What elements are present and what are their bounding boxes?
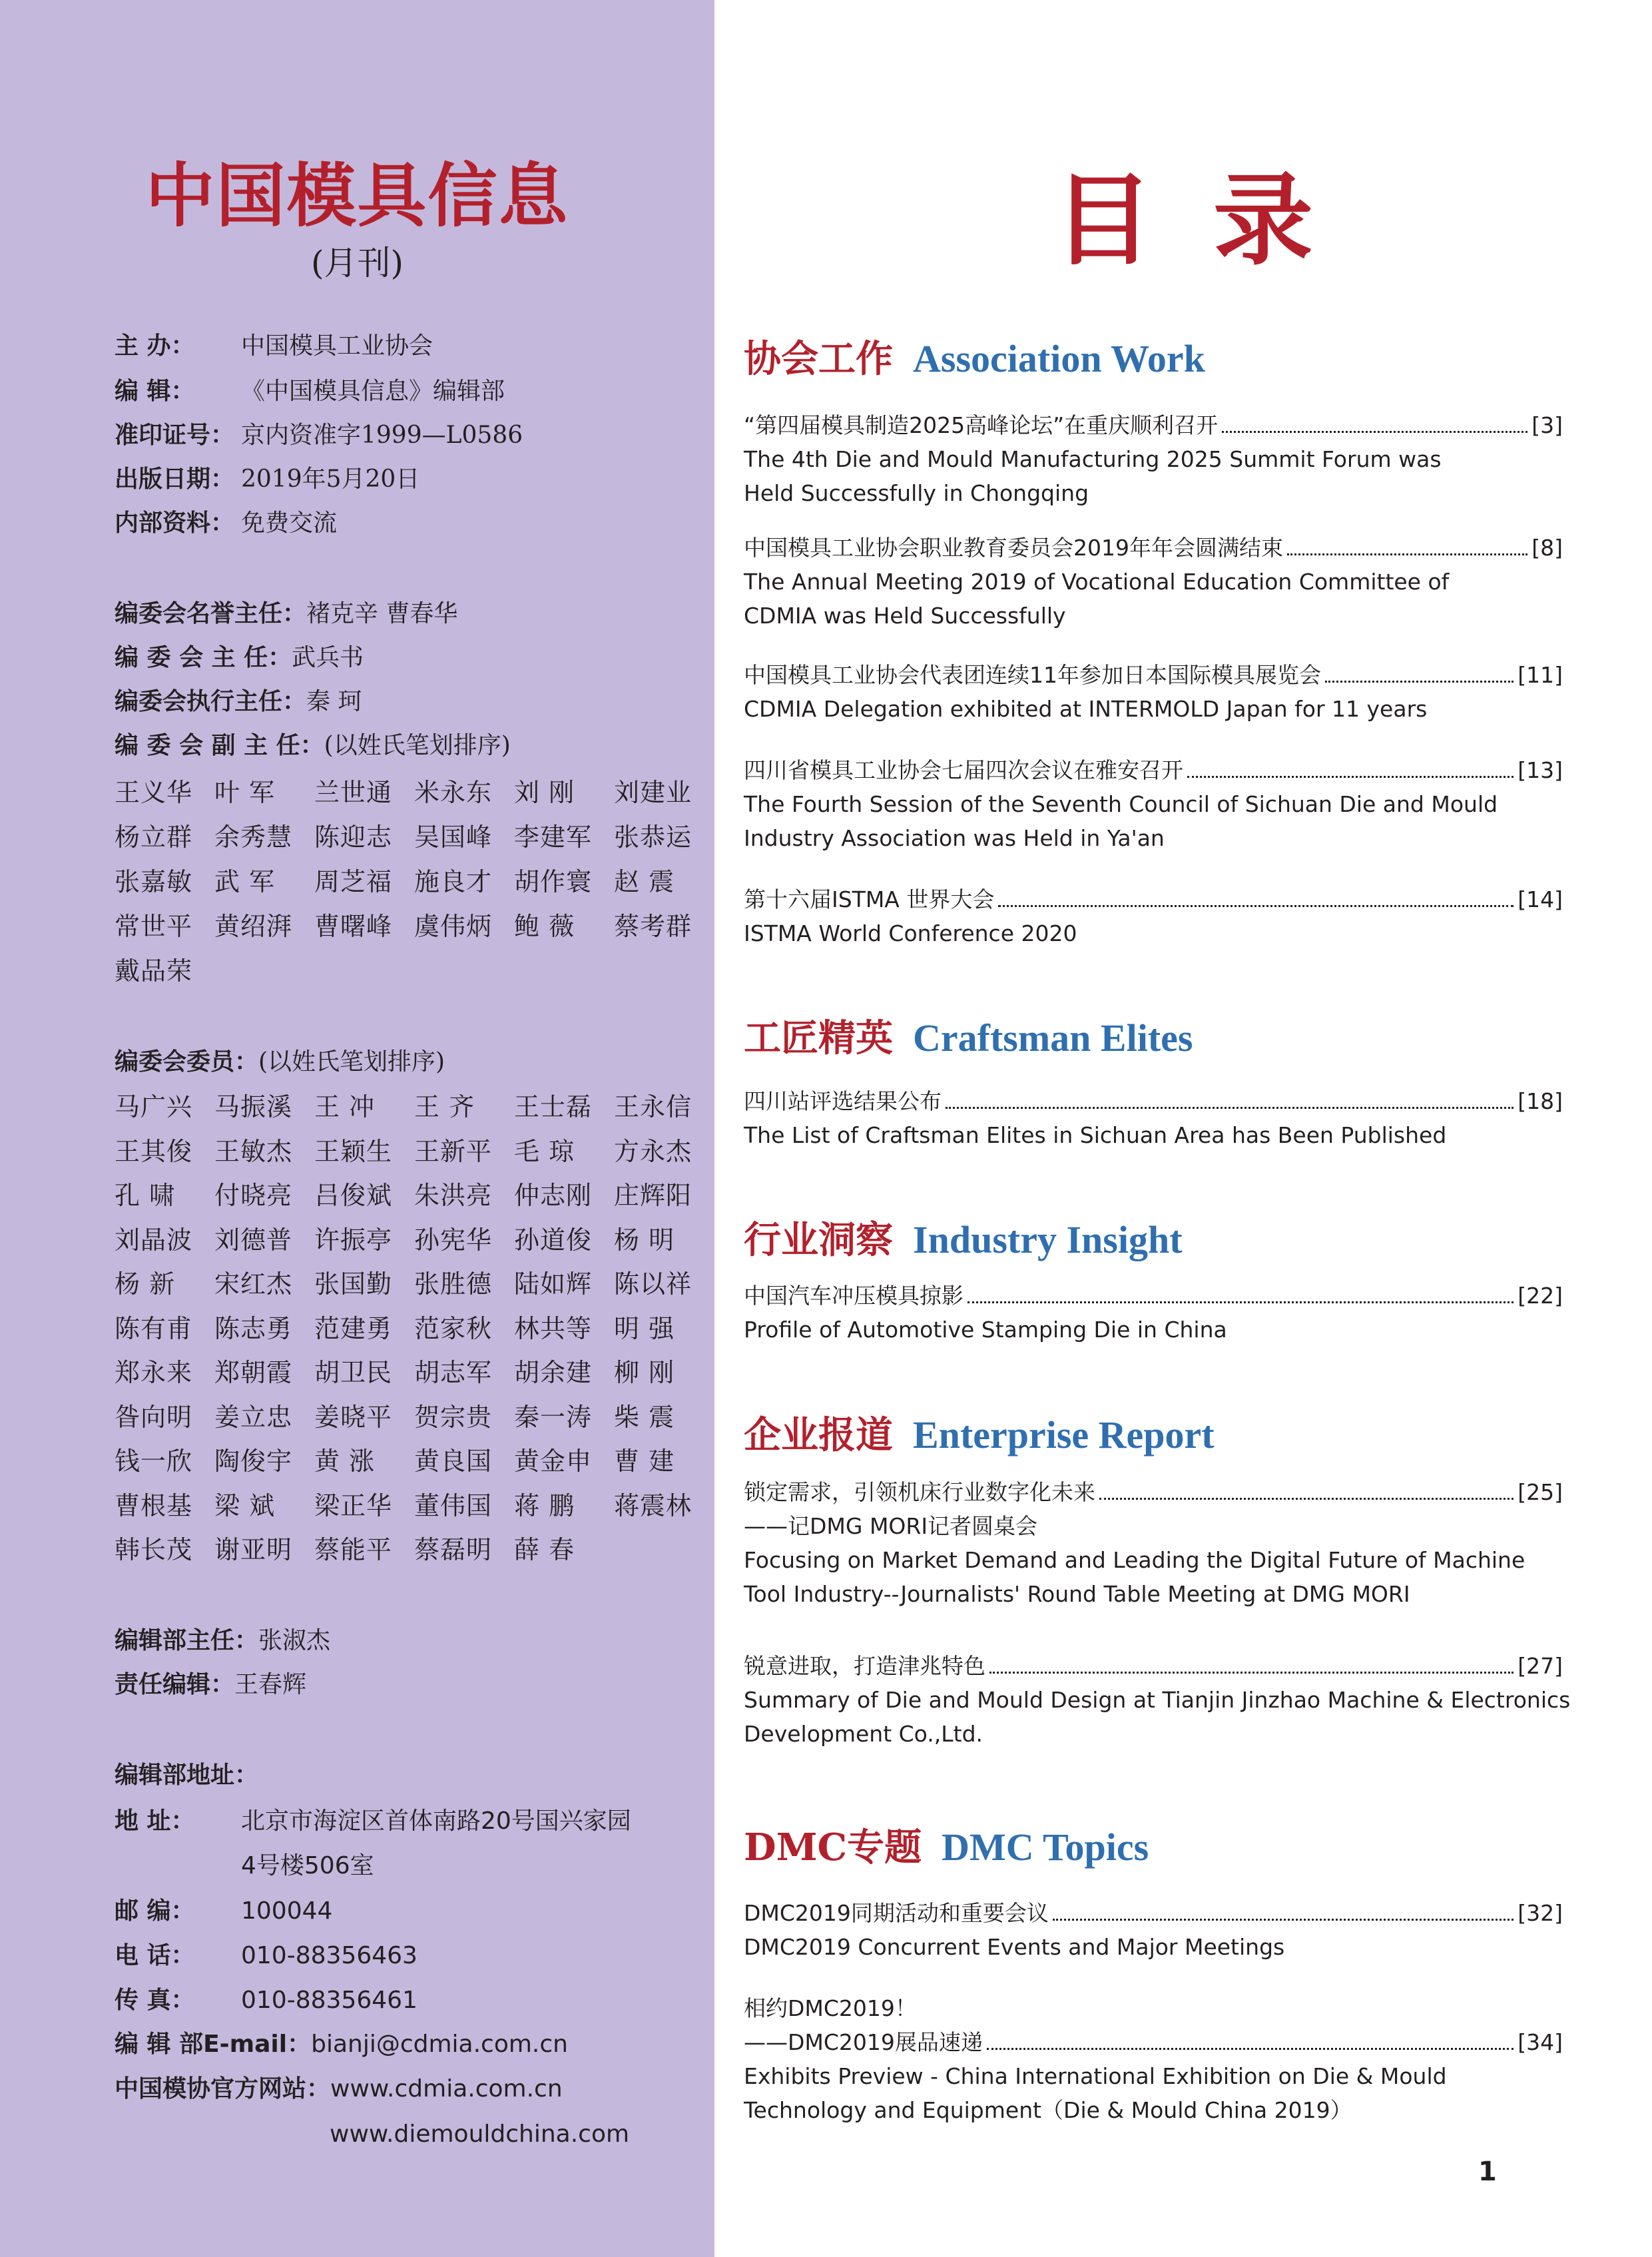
toc-entry-title: DMC2019同期活动和重要会议 bbox=[744, 1900, 1049, 1926]
member-name: 蒋 鹏 bbox=[514, 1490, 575, 1520]
address-heading: 编辑部地址： bbox=[115, 1762, 259, 1789]
info-row-date: 出版日期： 2019年5月20日 bbox=[115, 466, 420, 493]
member-name: 贺宗贵 bbox=[414, 1402, 493, 1432]
member-name: 王敏杰 bbox=[214, 1136, 293, 1166]
member-name: 王 齐 bbox=[414, 1092, 475, 1122]
section-title-en: Craftsman Elites bbox=[913, 1016, 1193, 1060]
member-name: 王士磊 bbox=[514, 1092, 593, 1122]
vice-director-name: 虞伟炳 bbox=[414, 912, 493, 941]
toc-entry[interactable] bbox=[744, 1991, 1563, 2127]
member-name: 杨 新 bbox=[115, 1269, 176, 1299]
toc-entry-subtitle: CDMIA Delegation exhibited at INTERMOLD Japan for 11 years bbox=[744, 696, 1428, 722]
section-heading bbox=[744, 1009, 1193, 1062]
toc-entry-pretitle: 相约DMC2019！ bbox=[744, 1995, 917, 2021]
member-name: 许振亭 bbox=[314, 1225, 393, 1255]
vice-director-name: 武 军 bbox=[214, 867, 276, 896]
vice-director-name: 周芝福 bbox=[314, 867, 393, 896]
member-name: 毛 琼 bbox=[514, 1136, 575, 1166]
member-name: 蒋震林 bbox=[614, 1490, 692, 1520]
member-name: 王永信 bbox=[614, 1092, 692, 1122]
member-name: 秦一涛 bbox=[514, 1402, 593, 1432]
vice-director-name: 杨立群 bbox=[115, 822, 193, 852]
toc-entry-title: 中国模具工业协会职业教育委员会2019年年会圆满结束 bbox=[744, 535, 1283, 561]
address-row: 邮 编： 100044 bbox=[115, 1897, 333, 1925]
address-row: 编 辑 部E-mail：bianji@cdmia.com.cn bbox=[115, 2031, 568, 2058]
member-name: 王颖生 bbox=[314, 1136, 393, 1166]
member-name: 蔡能平 bbox=[314, 1535, 393, 1564]
leader-dots bbox=[1053, 1919, 1514, 1921]
page-number: 1 bbox=[1478, 2156, 1497, 2187]
toc-entry-title: 第十六届ISTMA 世界大会 bbox=[744, 886, 995, 912]
address-row: 地 址： 北京市海淀区首体南路20号国兴家园 bbox=[115, 1807, 631, 1835]
toc-entry-subtitle: Tool Industry--Journalists' Round Table Meeting at DMG MORI bbox=[744, 1581, 1410, 1607]
toc-entry-page: [34] bbox=[1517, 2029, 1563, 2055]
member-name: 姜立忠 bbox=[214, 1402, 293, 1432]
members-heading: 编委会委员：(以姓氏笔划排序) bbox=[115, 1048, 445, 1076]
member-name: 姜晓平 bbox=[314, 1402, 393, 1432]
magazine-subtitle: (月刊) bbox=[310, 244, 404, 282]
toc-entry-page: [13] bbox=[1517, 757, 1563, 783]
toc-entry-subtitle: Held Successfully in Chongqing bbox=[744, 480, 1089, 506]
section-title-cn: 企业报道 bbox=[744, 1413, 893, 1457]
toc-entry[interactable] bbox=[744, 531, 1563, 633]
toc-entry-subtitle: ISTMA World Conference 2020 bbox=[744, 920, 1077, 946]
vice-director-name: 叶 军 bbox=[214, 778, 276, 807]
member-name: 黄金申 bbox=[514, 1447, 593, 1476]
toc-entry-title: 锐意进取，打造津兆特色 bbox=[744, 1653, 985, 1679]
address-row: www.diemouldchina.com bbox=[330, 2120, 630, 2148]
address-row: 中国模协官方网站：www.cdmia.com.cn bbox=[115, 2075, 563, 2102]
section-heading bbox=[744, 1211, 1183, 1264]
member-name: 宋红杰 bbox=[214, 1269, 293, 1299]
toc-entry-page: [3] bbox=[1531, 412, 1563, 438]
toc-entry-page: [11] bbox=[1517, 662, 1563, 688]
member-name: 柳 刚 bbox=[614, 1358, 675, 1387]
vice-director-name: 黄绍湃 bbox=[214, 912, 293, 941]
toc-entry-page: [14] bbox=[1517, 886, 1563, 912]
info-row-editor: 编 辑： 《中国模具信息》编辑部 bbox=[115, 378, 505, 405]
vice-director-name: 刘建业 bbox=[614, 778, 692, 807]
vice-director-name: 赵 震 bbox=[614, 867, 675, 896]
leader-dots bbox=[1187, 776, 1514, 778]
toc-entry-page: [22] bbox=[1517, 1283, 1563, 1309]
toc-entry-page: [27] bbox=[1517, 1653, 1563, 1679]
toc-entry-subtitle: Profile of Automotive Stamping Die in China bbox=[744, 1317, 1227, 1343]
section-heading bbox=[744, 1406, 1215, 1459]
member-name: 胡余建 bbox=[514, 1358, 593, 1387]
toc-entry-subtitle: Exhibits Preview - China International Exhibition on Die & Mould bbox=[744, 2063, 1447, 2089]
member-name: 曹根基 bbox=[115, 1490, 193, 1520]
toc-entry-subtitle: ——记DMG MORI记者圆桌会 bbox=[744, 1513, 1038, 1539]
member-name: 庄辉阳 bbox=[614, 1181, 692, 1210]
member-name: 张胜德 bbox=[414, 1269, 493, 1299]
address-row: 传 真： 010-88356461 bbox=[115, 1987, 417, 2014]
toc-entry[interactable] bbox=[744, 753, 1563, 855]
toc-entry-subtitle: CDMIA was Held Successfully bbox=[744, 603, 1066, 629]
vice-director-name: 张恭运 bbox=[614, 822, 692, 852]
member-name: 胡志军 bbox=[414, 1358, 493, 1387]
toc-entry-subtitle: Industry Association was Held in Ya'an bbox=[744, 825, 1165, 851]
section-heading bbox=[744, 330, 1205, 383]
vice-director-name: 戴品荣 bbox=[115, 956, 193, 986]
magazine-title: 中国模具信息 bbox=[145, 155, 569, 236]
toc-entry-subtitle: The List of Craftsman Elites in Sichuan Area has Been Published bbox=[744, 1122, 1447, 1148]
member-name: 郑朝霞 bbox=[214, 1358, 293, 1387]
member-name: 范建勇 bbox=[314, 1313, 393, 1343]
board-honorary-director: 编委会名誉主任：褚克辛 曹春华 bbox=[115, 600, 458, 627]
member-name: 胡卫民 bbox=[314, 1358, 393, 1387]
vice-director-name: 施良才 bbox=[414, 867, 493, 896]
member-name: 张国勤 bbox=[314, 1269, 393, 1299]
member-name: 刘德普 bbox=[214, 1225, 293, 1255]
member-name: 杨 明 bbox=[614, 1225, 675, 1255]
member-name: 薛 春 bbox=[514, 1535, 575, 1564]
member-name: 王其俊 bbox=[115, 1136, 193, 1166]
toc-entry-subtitle: Technology and Equipment（Die & Mould China 2019） bbox=[744, 2097, 1352, 2123]
member-name: 马振溪 bbox=[214, 1092, 293, 1122]
toc-entry[interactable] bbox=[744, 1084, 1563, 1152]
member-name: 陶俊宇 bbox=[214, 1447, 293, 1476]
vice-director-name: 吴国峰 bbox=[414, 822, 493, 852]
leader-dots bbox=[1099, 1498, 1514, 1500]
member-name: 董伟国 bbox=[414, 1490, 493, 1520]
editor-chief: 编辑部主任：张淑杰 bbox=[115, 1627, 331, 1654]
vice-director-name: 余秀慧 bbox=[214, 822, 293, 852]
toc-entry-subtitle: The 4th Die and Mould Manufacturing 2025 Summit Forum was bbox=[744, 446, 1442, 472]
vice-director-name: 张嘉敏 bbox=[115, 867, 193, 896]
member-name: 黄 涨 bbox=[314, 1447, 376, 1476]
member-name: 郑永来 bbox=[115, 1358, 193, 1387]
member-name: 朱洪亮 bbox=[414, 1181, 493, 1210]
section-heading bbox=[744, 1818, 1149, 1871]
toc-entry-title: 四川站评选结果公布 bbox=[744, 1088, 942, 1114]
section-title-cn: 行业洞察 bbox=[744, 1218, 893, 1262]
member-name: 谢亚明 bbox=[214, 1535, 293, 1564]
vice-director-name: 陈迎志 bbox=[314, 822, 393, 852]
toc-entry[interactable] bbox=[744, 1475, 1563, 1611]
member-name: 方永杰 bbox=[614, 1136, 692, 1166]
toc-entry-title: 四川省模具工业协会七届四次会议在雅安召开 bbox=[744, 757, 1183, 783]
leader-dots bbox=[1325, 681, 1514, 683]
vice-director-name: 蔡考群 bbox=[614, 912, 692, 941]
info-row-internal: 内部资料： 免费交流 bbox=[115, 509, 338, 537]
toc-entry-page: [32] bbox=[1517, 1900, 1563, 1926]
toc-entry[interactable] bbox=[744, 1896, 1563, 1964]
section-title-en: Industry Insight bbox=[913, 1218, 1183, 1261]
member-name: 钱一欣 bbox=[115, 1447, 193, 1476]
toc-entry-title: 锁定需求，引领机床行业数字化未来 bbox=[744, 1479, 1095, 1505]
toc-entry-title: “第四届模具制造2025高峰论坛”在重庆顺利召开 bbox=[744, 412, 1219, 438]
board-vice-director: 编 委 会 副 主 任：(以姓氏笔划排序) bbox=[115, 732, 511, 759]
member-name: 吕俊斌 bbox=[314, 1181, 393, 1210]
toc-entry[interactable] bbox=[744, 1649, 1571, 1751]
toc-entry[interactable] bbox=[744, 882, 1563, 950]
section-title-cn: DMC专题 bbox=[744, 1825, 922, 1869]
toc-entry-title: 中国汽车冲压模具掠影 bbox=[744, 1283, 964, 1309]
leader-dots bbox=[967, 1301, 1514, 1303]
toc-entry-title: 中国模具工业协会代表团连续11年参加日本国际模具展览会 bbox=[744, 662, 1321, 688]
member-name: 梁正华 bbox=[314, 1490, 393, 1520]
toc-entry-subtitle: The Fourth Session of the Seventh Council of Sichuan Die and Mould bbox=[744, 791, 1498, 817]
member-name: 黄良国 bbox=[414, 1447, 493, 1476]
toc-entry[interactable] bbox=[744, 658, 1563, 726]
toc-entry-page: [18] bbox=[1517, 1088, 1563, 1114]
toc-entry-subtitle: Development Co.,Ltd. bbox=[744, 1721, 983, 1747]
vice-director-name: 常世平 bbox=[115, 912, 193, 941]
toc-title: 目录 bbox=[1053, 162, 1373, 279]
section-title-cn: 工匠精英 bbox=[744, 1016, 893, 1060]
member-name: 韩长茂 bbox=[115, 1535, 193, 1564]
toc-entry-subtitle: Focusing on Market Demand and Leading the Digital Future of Machine bbox=[744, 1547, 1525, 1573]
vice-director-name: 李建军 bbox=[514, 822, 593, 852]
member-name: 曹 建 bbox=[614, 1447, 675, 1476]
member-name: 陈有甫 bbox=[115, 1313, 193, 1343]
leader-dots bbox=[989, 1672, 1514, 1674]
toc-entry-page: [25] bbox=[1517, 1479, 1563, 1505]
section-title-cn: 协会工作 bbox=[744, 337, 893, 381]
vice-director-name: 刘 刚 bbox=[514, 778, 575, 807]
vice-director-name: 王义华 bbox=[115, 778, 193, 807]
info-row-permit: 准印证号： 京内资准字1999—L0586 bbox=[115, 422, 523, 449]
member-name: 刘晶波 bbox=[115, 1225, 193, 1255]
board-executive-director: 编委会执行主任：秦 珂 bbox=[115, 688, 362, 715]
vice-director-name: 米永东 bbox=[414, 778, 493, 807]
vice-director-name: 鲍 薇 bbox=[514, 912, 575, 941]
toc-entry-subtitle: Summary of Die and Mould Design at Tianjin Jinzhao Machine & Electronics bbox=[744, 1687, 1571, 1713]
toc-entry[interactable] bbox=[744, 1279, 1563, 1347]
member-name: 仲志刚 bbox=[514, 1181, 593, 1210]
section-title-en: Association Work bbox=[913, 337, 1205, 380]
member-name: 马广兴 bbox=[115, 1092, 193, 1122]
member-name: 王新平 bbox=[414, 1136, 493, 1166]
section-title-en: DMC Topics bbox=[942, 1825, 1149, 1869]
toc-entry-subtitle: DMC2019 Concurrent Events and Major Meetings bbox=[744, 1934, 1285, 1960]
member-name: 陆如辉 bbox=[514, 1269, 593, 1299]
leader-dots bbox=[1222, 431, 1527, 433]
leader-dots bbox=[987, 2048, 1514, 2050]
address-row: 电 话： 010-88356463 bbox=[115, 1942, 417, 1969]
address-row: 4号楼506室 bbox=[241, 1852, 374, 1879]
editor-responsible: 责任编辑：王春辉 bbox=[115, 1671, 307, 1698]
leader-dots bbox=[1287, 553, 1527, 555]
member-name: 昝向明 bbox=[115, 1402, 193, 1432]
member-name: 柴 震 bbox=[614, 1402, 675, 1432]
member-name: 付晓亮 bbox=[214, 1181, 293, 1210]
toc-entry[interactable] bbox=[744, 408, 1563, 510]
member-name: 孙道俊 bbox=[514, 1225, 593, 1255]
member-name: 范家秋 bbox=[414, 1313, 493, 1343]
toc-entry-page: [8] bbox=[1531, 535, 1563, 561]
member-name: 王 冲 bbox=[314, 1092, 376, 1122]
vice-director-name: 曹曙峰 bbox=[314, 912, 393, 941]
board-director: 编 委 会 主 任：武兵书 bbox=[115, 644, 364, 671]
info-row-organizer: 主 办： 中国模具工业协会 bbox=[115, 332, 433, 360]
leader-dots bbox=[946, 1107, 1514, 1109]
leader-dots bbox=[998, 905, 1514, 907]
member-name: 孙宪华 bbox=[414, 1225, 493, 1255]
vice-director-name: 兰世通 bbox=[314, 778, 393, 807]
member-name: 林共等 bbox=[514, 1313, 593, 1343]
member-name: 孔 啸 bbox=[115, 1181, 176, 1210]
member-name: 蔡磊明 bbox=[414, 1535, 493, 1564]
member-name: 陈以祥 bbox=[614, 1269, 692, 1299]
toc-entry-title: ——DMC2019展品速递 bbox=[744, 2029, 983, 2055]
vice-director-name: 胡作寰 bbox=[514, 867, 593, 896]
section-title-en: Enterprise Report bbox=[913, 1413, 1215, 1456]
member-name: 梁 斌 bbox=[214, 1490, 276, 1520]
member-name: 明 强 bbox=[614, 1313, 675, 1343]
toc-entry-subtitle: The Annual Meeting 2019 of Vocational Education Committee of bbox=[744, 569, 1450, 595]
member-name: 陈志勇 bbox=[214, 1313, 293, 1343]
